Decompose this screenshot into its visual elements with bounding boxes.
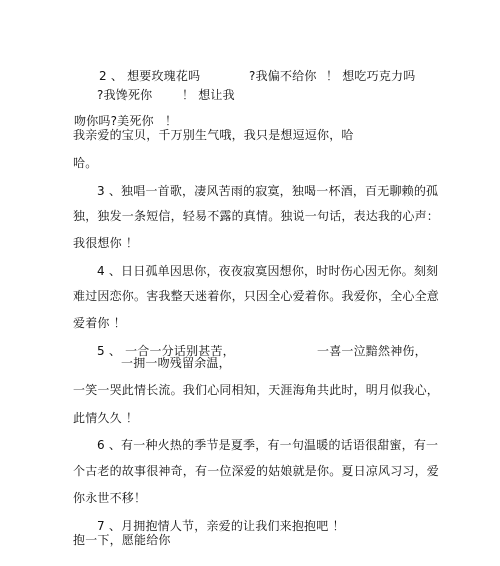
- p5-line1-a: 5 、 一合一分话别甚苦，: [97, 344, 235, 358]
- p5-line4: 此情久久 ！: [73, 411, 139, 425]
- p2-line5: 哈。: [73, 156, 98, 170]
- p2-line4: 我亲爱的宝贝，千万别生气哦，我只是想逗逗你，哈: [73, 128, 354, 142]
- p6-line3: 你永世不移！: [73, 491, 147, 505]
- p6-line2: 个古老的故事很神奇，有一位深爱的姑娘就是你。夏日凉风习习，爱: [73, 464, 440, 478]
- p5-line2: 一拥一吻残留余温，: [121, 356, 231, 370]
- p2-line2-a: ?我馋死你: [97, 88, 153, 102]
- p2-line1-a: 2 、 想要玫瑰花吗: [99, 69, 201, 83]
- p5-line1-b: 一喜一泣黯然神伤，: [317, 344, 427, 358]
- p2-line1-c: ！ 想吃巧克力吗: [326, 69, 416, 83]
- p2-line3-b: ！: [165, 114, 178, 128]
- p6-line1: 6 、有一种火热的季节是夏季，有一句温暖的话语很甜蜜，有一: [97, 438, 439, 452]
- p2-line1-b: ?我偏不给你: [249, 69, 317, 83]
- p3-line2: 独，独发一条短信，轻易不露的真情。独说一句话，表达我的心声：: [73, 209, 440, 223]
- p3-line1: 3 、独唱一首歌，凄风苦雨的寂寞，独喝一杯酒，百无聊赖的孤: [97, 184, 439, 198]
- p3-line3: 我很想你 ！: [73, 236, 139, 250]
- p4-line1: 4 、日日孤单因思你，夜夜寂寞因想你，时时伤心因无你。刻刻: [97, 264, 439, 278]
- p4-line2: 难过因恋你。害我整天迷着你，只因全心爱着你。我爱你，全心全意: [73, 289, 440, 303]
- p2-line3: 吻你吗?美死你: [74, 114, 154, 128]
- p2-line2-b: ！ 想让我: [182, 88, 235, 102]
- p7-line2: 抱一下，愿能给你: [73, 533, 171, 547]
- p4-line3: 爱着你 ！: [73, 316, 126, 330]
- p5-line3: 一笑一哭此情长流。我们心同相知，天涯海角共此时，明月似我心，: [73, 383, 440, 397]
- p7-line1: 7 、月拥抱情人节，亲爱的让我们来抱抱吧 ！: [97, 519, 345, 533]
